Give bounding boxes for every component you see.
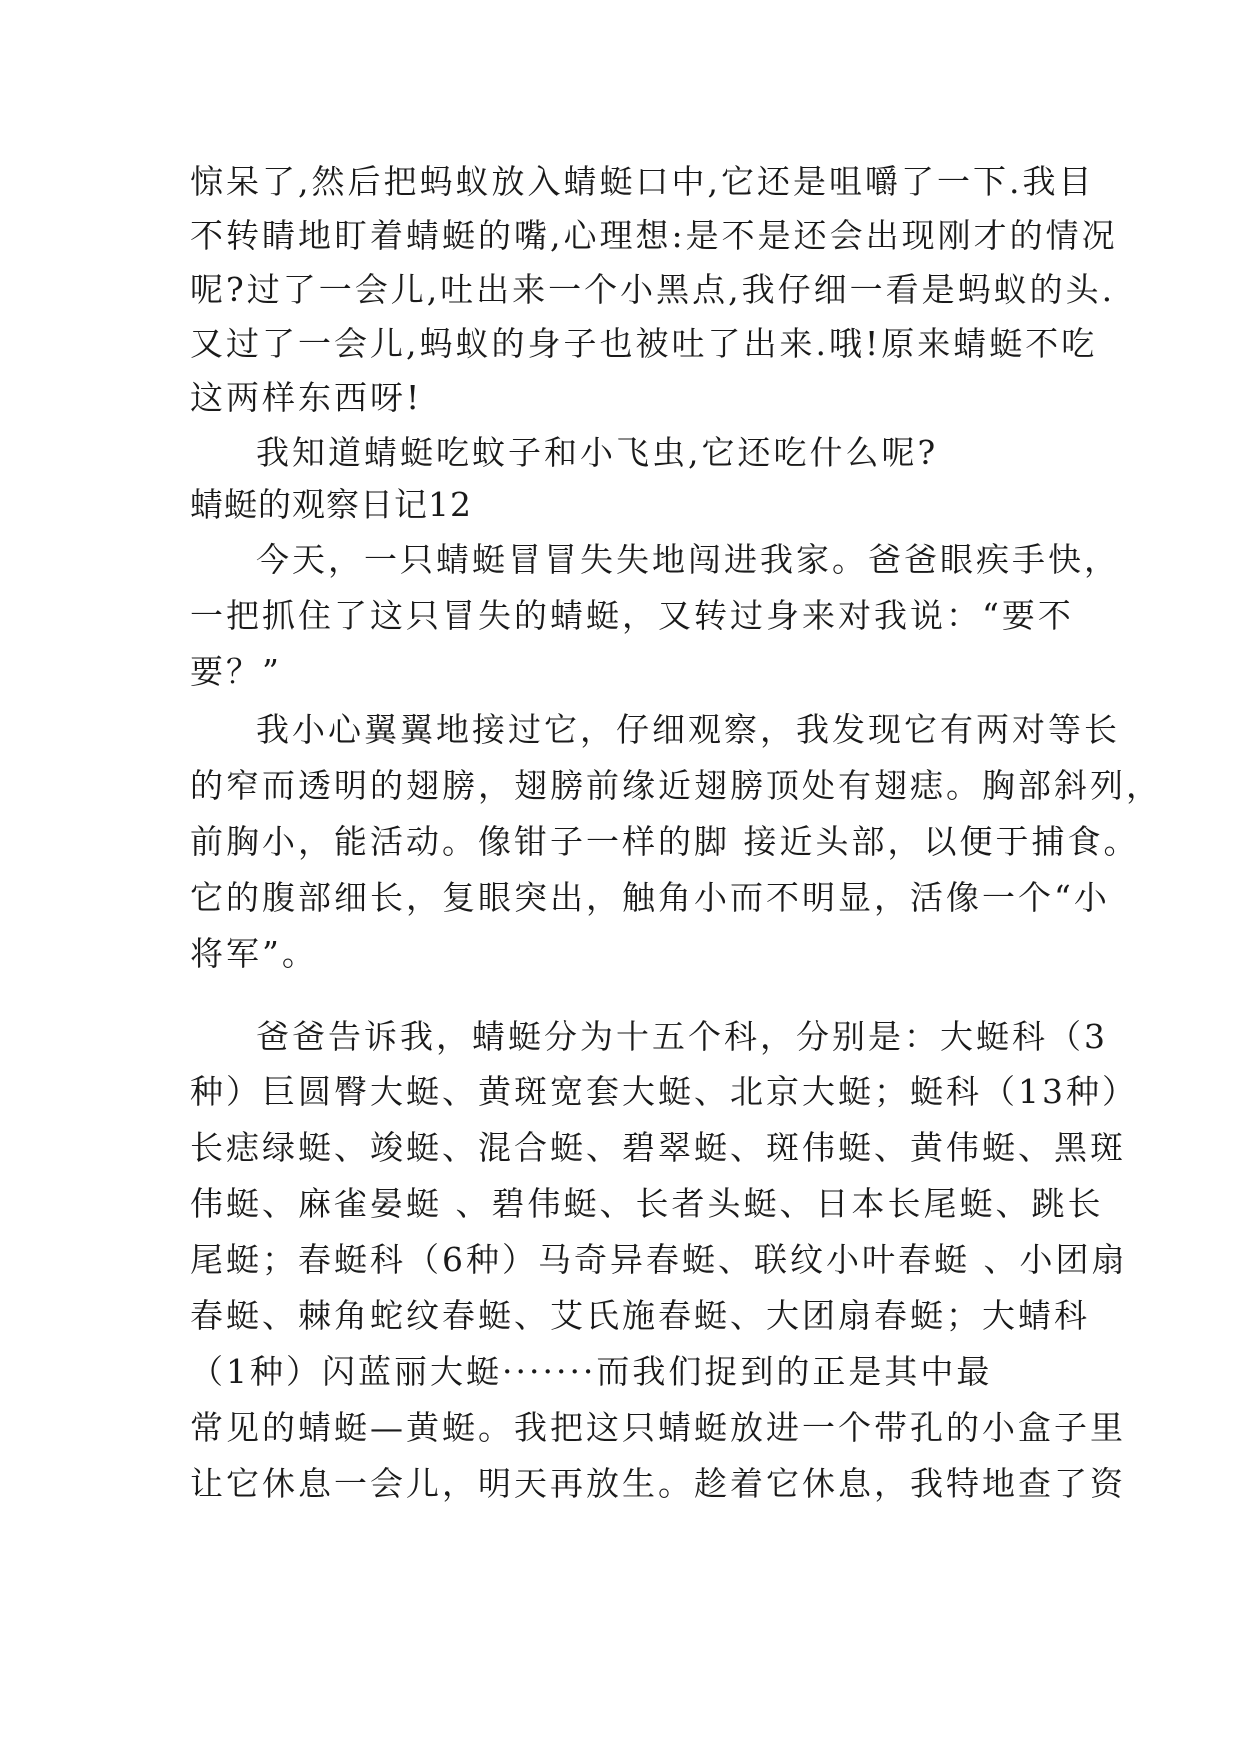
- section-title: 蜻蜓的观察日记12: [190, 485, 472, 524]
- text-line: 要？”: [190, 652, 282, 691]
- text-line: 的窄而透明的翅膀，翅膀前缘近翅膀顶处有翅痣。胸部斜列，: [190, 766, 1162, 805]
- text-line: 不转睛地盯着蜻蜓的嘴,心理想:是不是还会出现刚才的情况: [190, 216, 1118, 255]
- text-line: 长痣绿蜓、竣蜓、混合蜓、碧翠蜓、斑伟蜓、黄伟蜓、黑斑: [190, 1128, 1126, 1167]
- text-line: 呢?过了一会儿,吐出来一个小黑点,我仔细一看是蚂蚁的头.: [190, 270, 1116, 309]
- text-line: 伟蜓、麻雀晏蜓 、碧伟蜓、长者头蜓、日本长尾蜓、跳长: [190, 1184, 1104, 1223]
- text-line: 将军”。: [190, 934, 318, 973]
- paragraph-first-line: 我小心翼翼地接过它，仔细观察，我发现它有两对等长: [256, 710, 1120, 749]
- paragraph-first-line: 我知道蜻蜓吃蚊子和小飞虫,它还吃什么呢?: [256, 433, 939, 472]
- text-line: 尾蜓；春蜓科（6种）马奇异春蜓、联纹小叶春蜓 、小团扇: [190, 1240, 1128, 1279]
- text-line: 它的腹部细长，复眼突出，触角小而不明显，活像一个“小: [190, 878, 1110, 917]
- text-line: 种）巨圆臀大蜓、黄斑宽套大蜓、北京大蜓；蜓科（13种）: [190, 1072, 1138, 1111]
- text-line: 常见的蜻蜓—黄蜓。我把这只蜻蜓放进一个带孔的小盒子里: [190, 1408, 1126, 1447]
- text-line: 又过了一会儿,蚂蚁的身子也被吐了出来.哦!原来蜻蜓不吃: [190, 324, 1098, 363]
- text-line: 惊呆了,然后把蚂蚁放入蜻蜓口中,它还是咀嚼了一下.我目: [190, 162, 1095, 201]
- text-line: 让它休息一会儿，明天再放生。趁着它休息，我特地查了资: [190, 1464, 1126, 1503]
- text-line: 前胸小，能活动。像钳子一样的脚 接近头部，以便于捕食。: [190, 822, 1140, 861]
- paragraph-first-line: 今天，一只蜻蜓冒冒失失地闯进我家。爸爸眼疾手快，: [256, 540, 1120, 579]
- text-line: 这两样东西呀!: [190, 378, 423, 417]
- text-line: （1种）闪蓝丽大蜓·······而我们捉到的正是其中最: [190, 1352, 993, 1391]
- paragraph-first-line: 爸爸告诉我，蜻蜓分为十五个科，分别是：大蜓科（3: [256, 1017, 1108, 1056]
- text-line: 一把抓住了这只冒失的蜻蜓，又转过身来对我说：“要不: [190, 596, 1074, 635]
- text-line: 春蜓、棘角蛇纹春蜓、艾氏施春蜓、大团扇春蜓；大蜻科: [190, 1296, 1090, 1335]
